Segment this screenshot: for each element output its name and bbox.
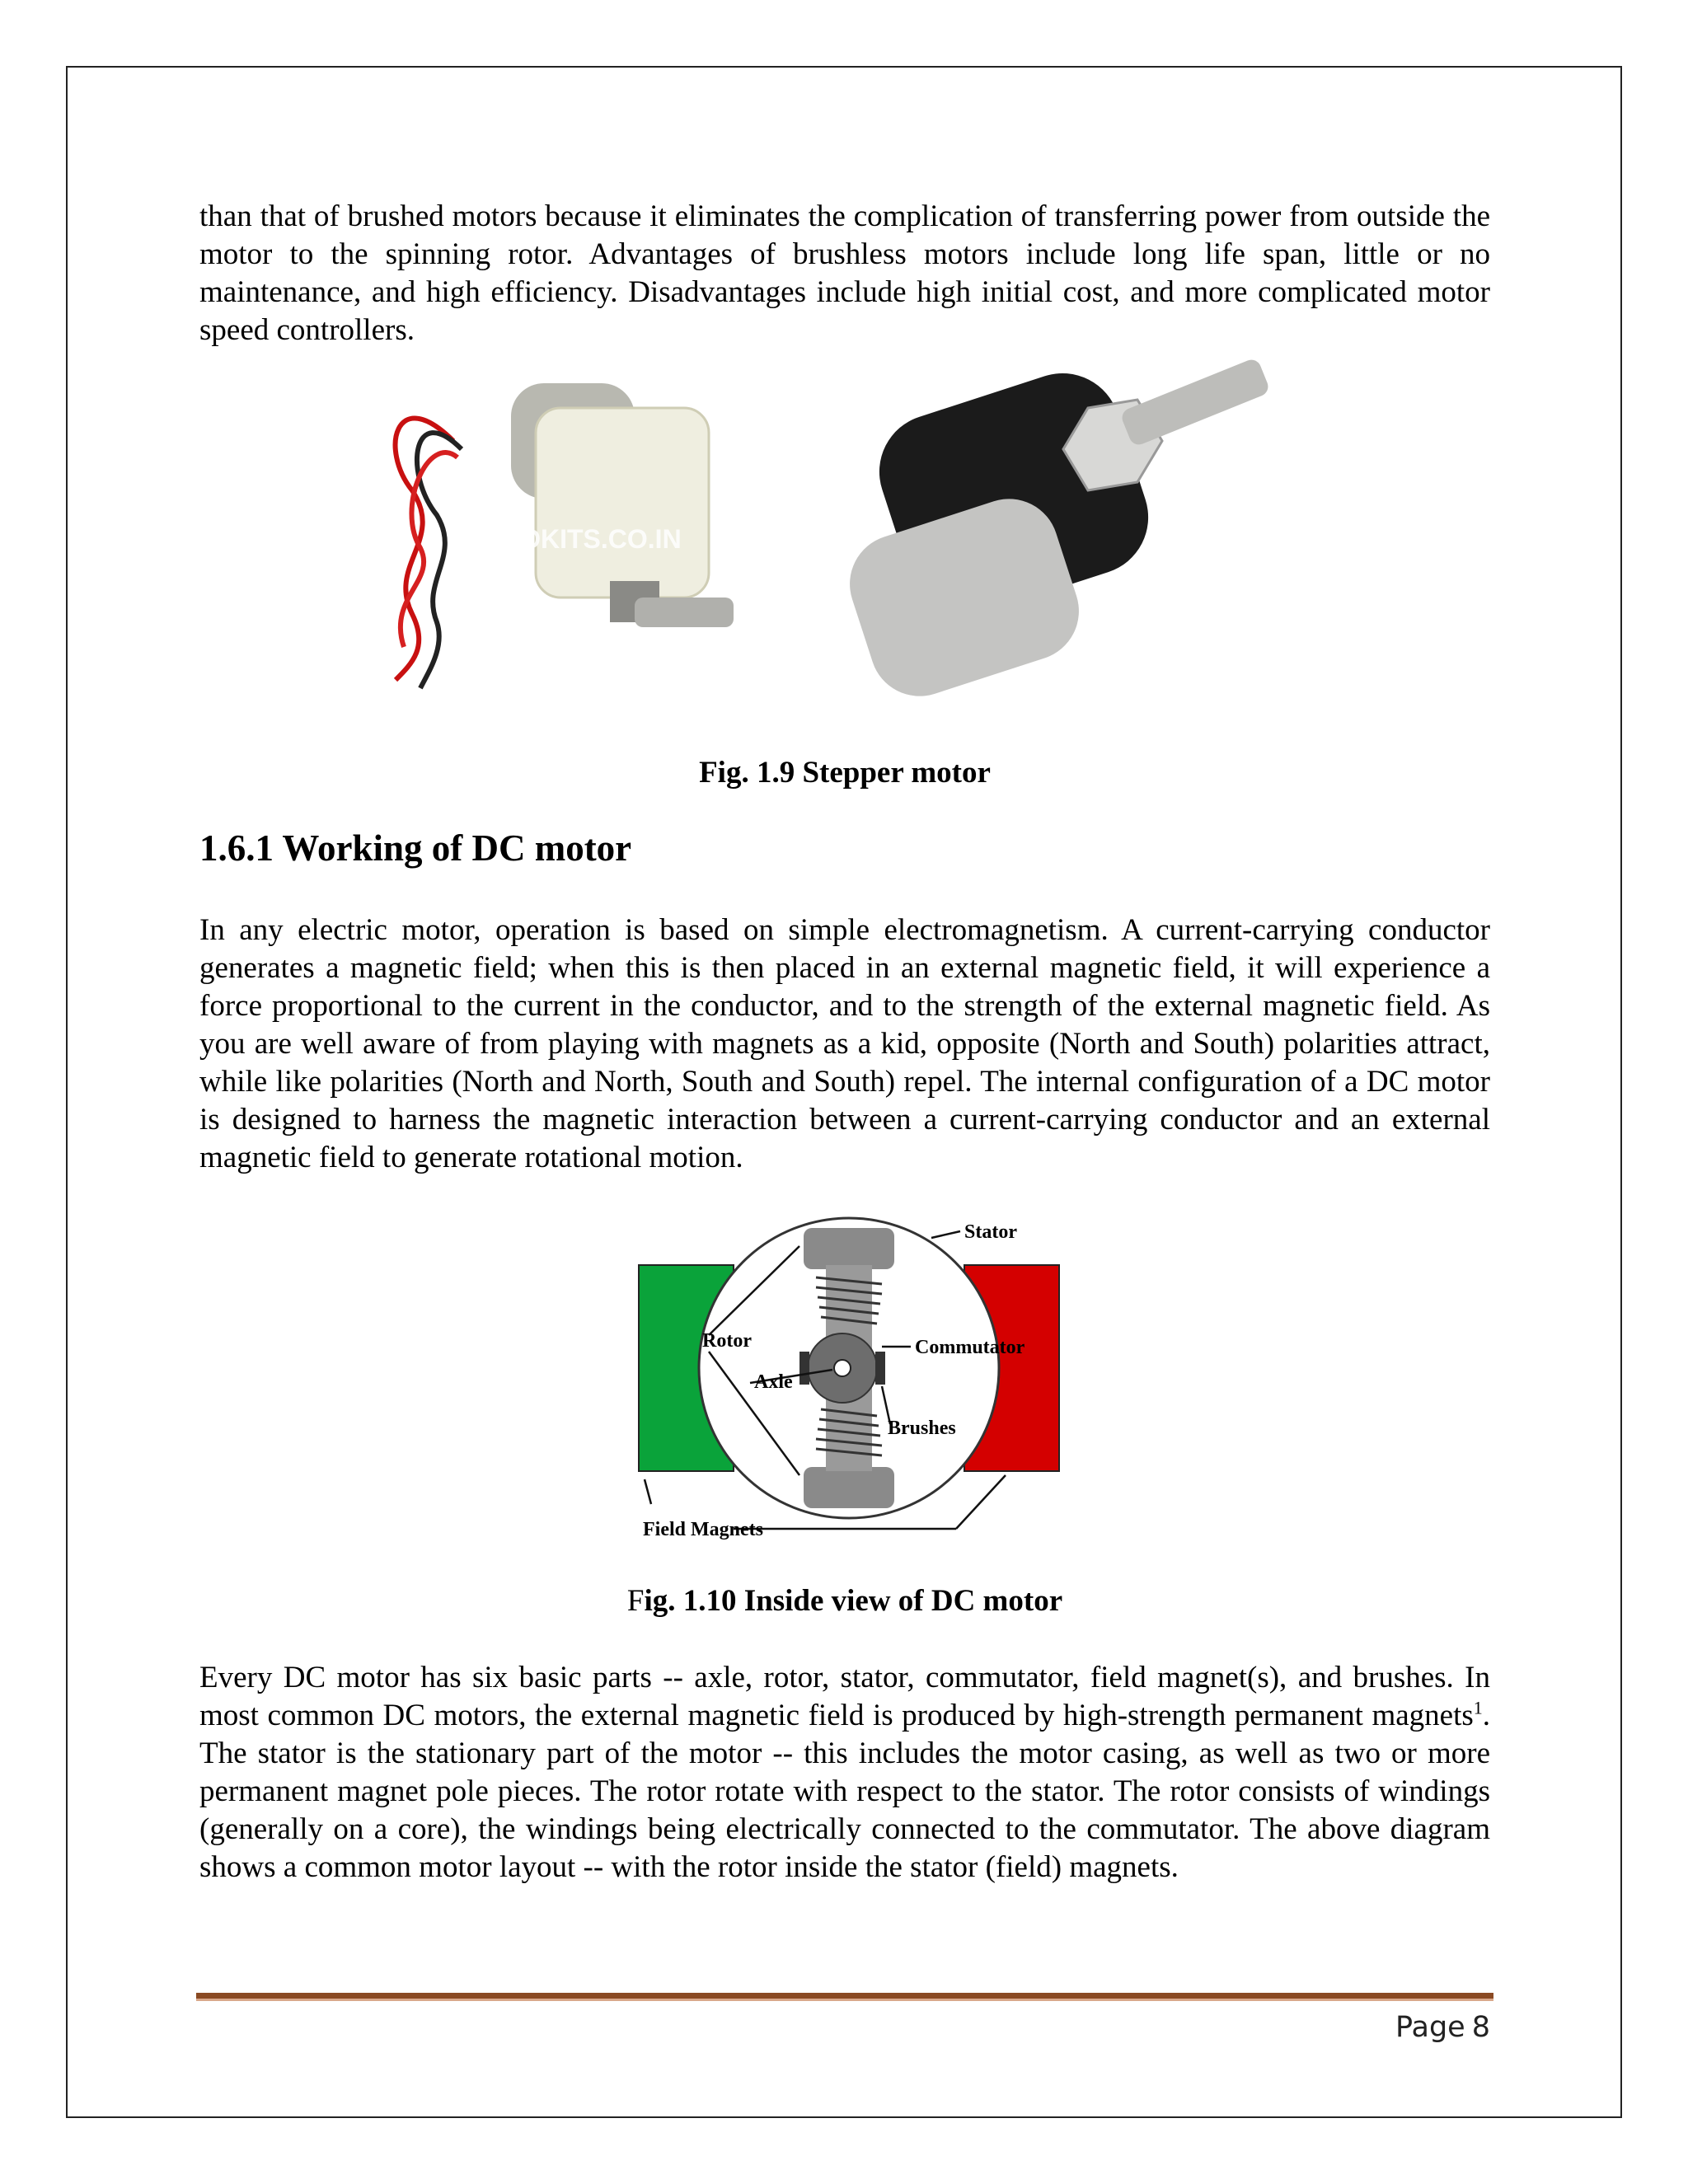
- right-motor-shaft: [1119, 357, 1271, 448]
- photo-watermark: ROBOKITS.CO.IN: [462, 524, 682, 554]
- rotor-pole-top: [804, 1228, 894, 1269]
- page-number: [1395, 2011, 1490, 2044]
- label-rotor: Rotor: [702, 1330, 752, 1352]
- stepper-motor-photo: [363, 350, 1327, 713]
- axle: [834, 1360, 851, 1376]
- label-stator: Stator: [964, 1221, 1017, 1243]
- fig-1-9-caption: Fig. 1.9 Stepper motor: [699, 756, 991, 790]
- parts-paragraph-block: [199, 1659, 1490, 1886]
- parts-text-a: Every DC motor has six basic parts -- axle, rotor, stator, commutator, field magnet(s), and brushes. In most common DC motors, the external magnetic field is produced by high-strength permanent magnets: [199, 1661, 1490, 1732]
- footnote-ref: 1: [1473, 1697, 1483, 1718]
- page-label: Page: [1395, 2011, 1465, 2044]
- label-brushes: Brushes: [888, 1418, 956, 1439]
- left-motor-shaft: [635, 598, 734, 627]
- working-paragraph: In any electric motor, operation is based on simple electromagnetism. A current-carrying conductor generates a magnetic field; when this is then placed in an external magnetic field, it will experience a force proportional to the current in the conductor, and to the strength of the external magnetic field. As you are well aware of from playing with magnets as a kid, opposite (North and South) polarities attract, while like polarities (North and North, South and South) repel. The internal configuration of a DC motor is designed to harness the magnetic interaction between a current-carrying conductor and an external magnetic field to generate rotational motion.: [199, 913, 1490, 1174]
- label-field-magnets: Field Magnets: [643, 1519, 763, 1540]
- brush-right: [875, 1352, 885, 1385]
- working-paragraph-block: [199, 912, 1490, 1177]
- section-heading: 1.6.1 Working of DC motor: [199, 827, 632, 869]
- label-axle: Axle: [754, 1371, 793, 1393]
- page-number-value: 8: [1471, 2011, 1490, 2044]
- dc-motor-diagram: [635, 1212, 1063, 1545]
- intro-paragraph: than that of brushed motors because it eliminates the complication of transferring power from outside the motor to the spinning rotor. Advantages of brushless motors include long life span, little or no maintenance, and high efficiency. Disadvantages include high initial cost, and more complicated motor speed controllers.: [199, 199, 1490, 347]
- label-commutator: Commutator: [915, 1337, 1025, 1358]
- fig-1-10-caption: [199, 1583, 1490, 1619]
- left-motor-gearbox: [536, 408, 709, 598]
- parts-text-b: . The stator is the stationary part of the motor -- this includes the motor casing, as well as two or more permanent magnet pole pieces. The rotor rotate with respect to the stator. The rotor consists of windings (generally on a core), the windings being electrically connected to the commutator. The above diagram shows a common motor layout -- with the rotor inside the stator (field) magnets.: [199, 1699, 1490, 1884]
- footer-rule: [196, 1993, 1493, 2001]
- wires-illustration: [396, 419, 462, 688]
- rotor-pole-bottom: [804, 1467, 894, 1508]
- intro-paragraph-block: [199, 198, 1490, 349]
- brush-left: [799, 1352, 809, 1385]
- fig-1-10-caption-prefix: F: [626, 1584, 645, 1618]
- parts-paragraph: [199, 1659, 1490, 1886]
- fig-1-10-caption-text: ig. 1.10 Inside view of DC motor: [644, 1584, 1063, 1618]
